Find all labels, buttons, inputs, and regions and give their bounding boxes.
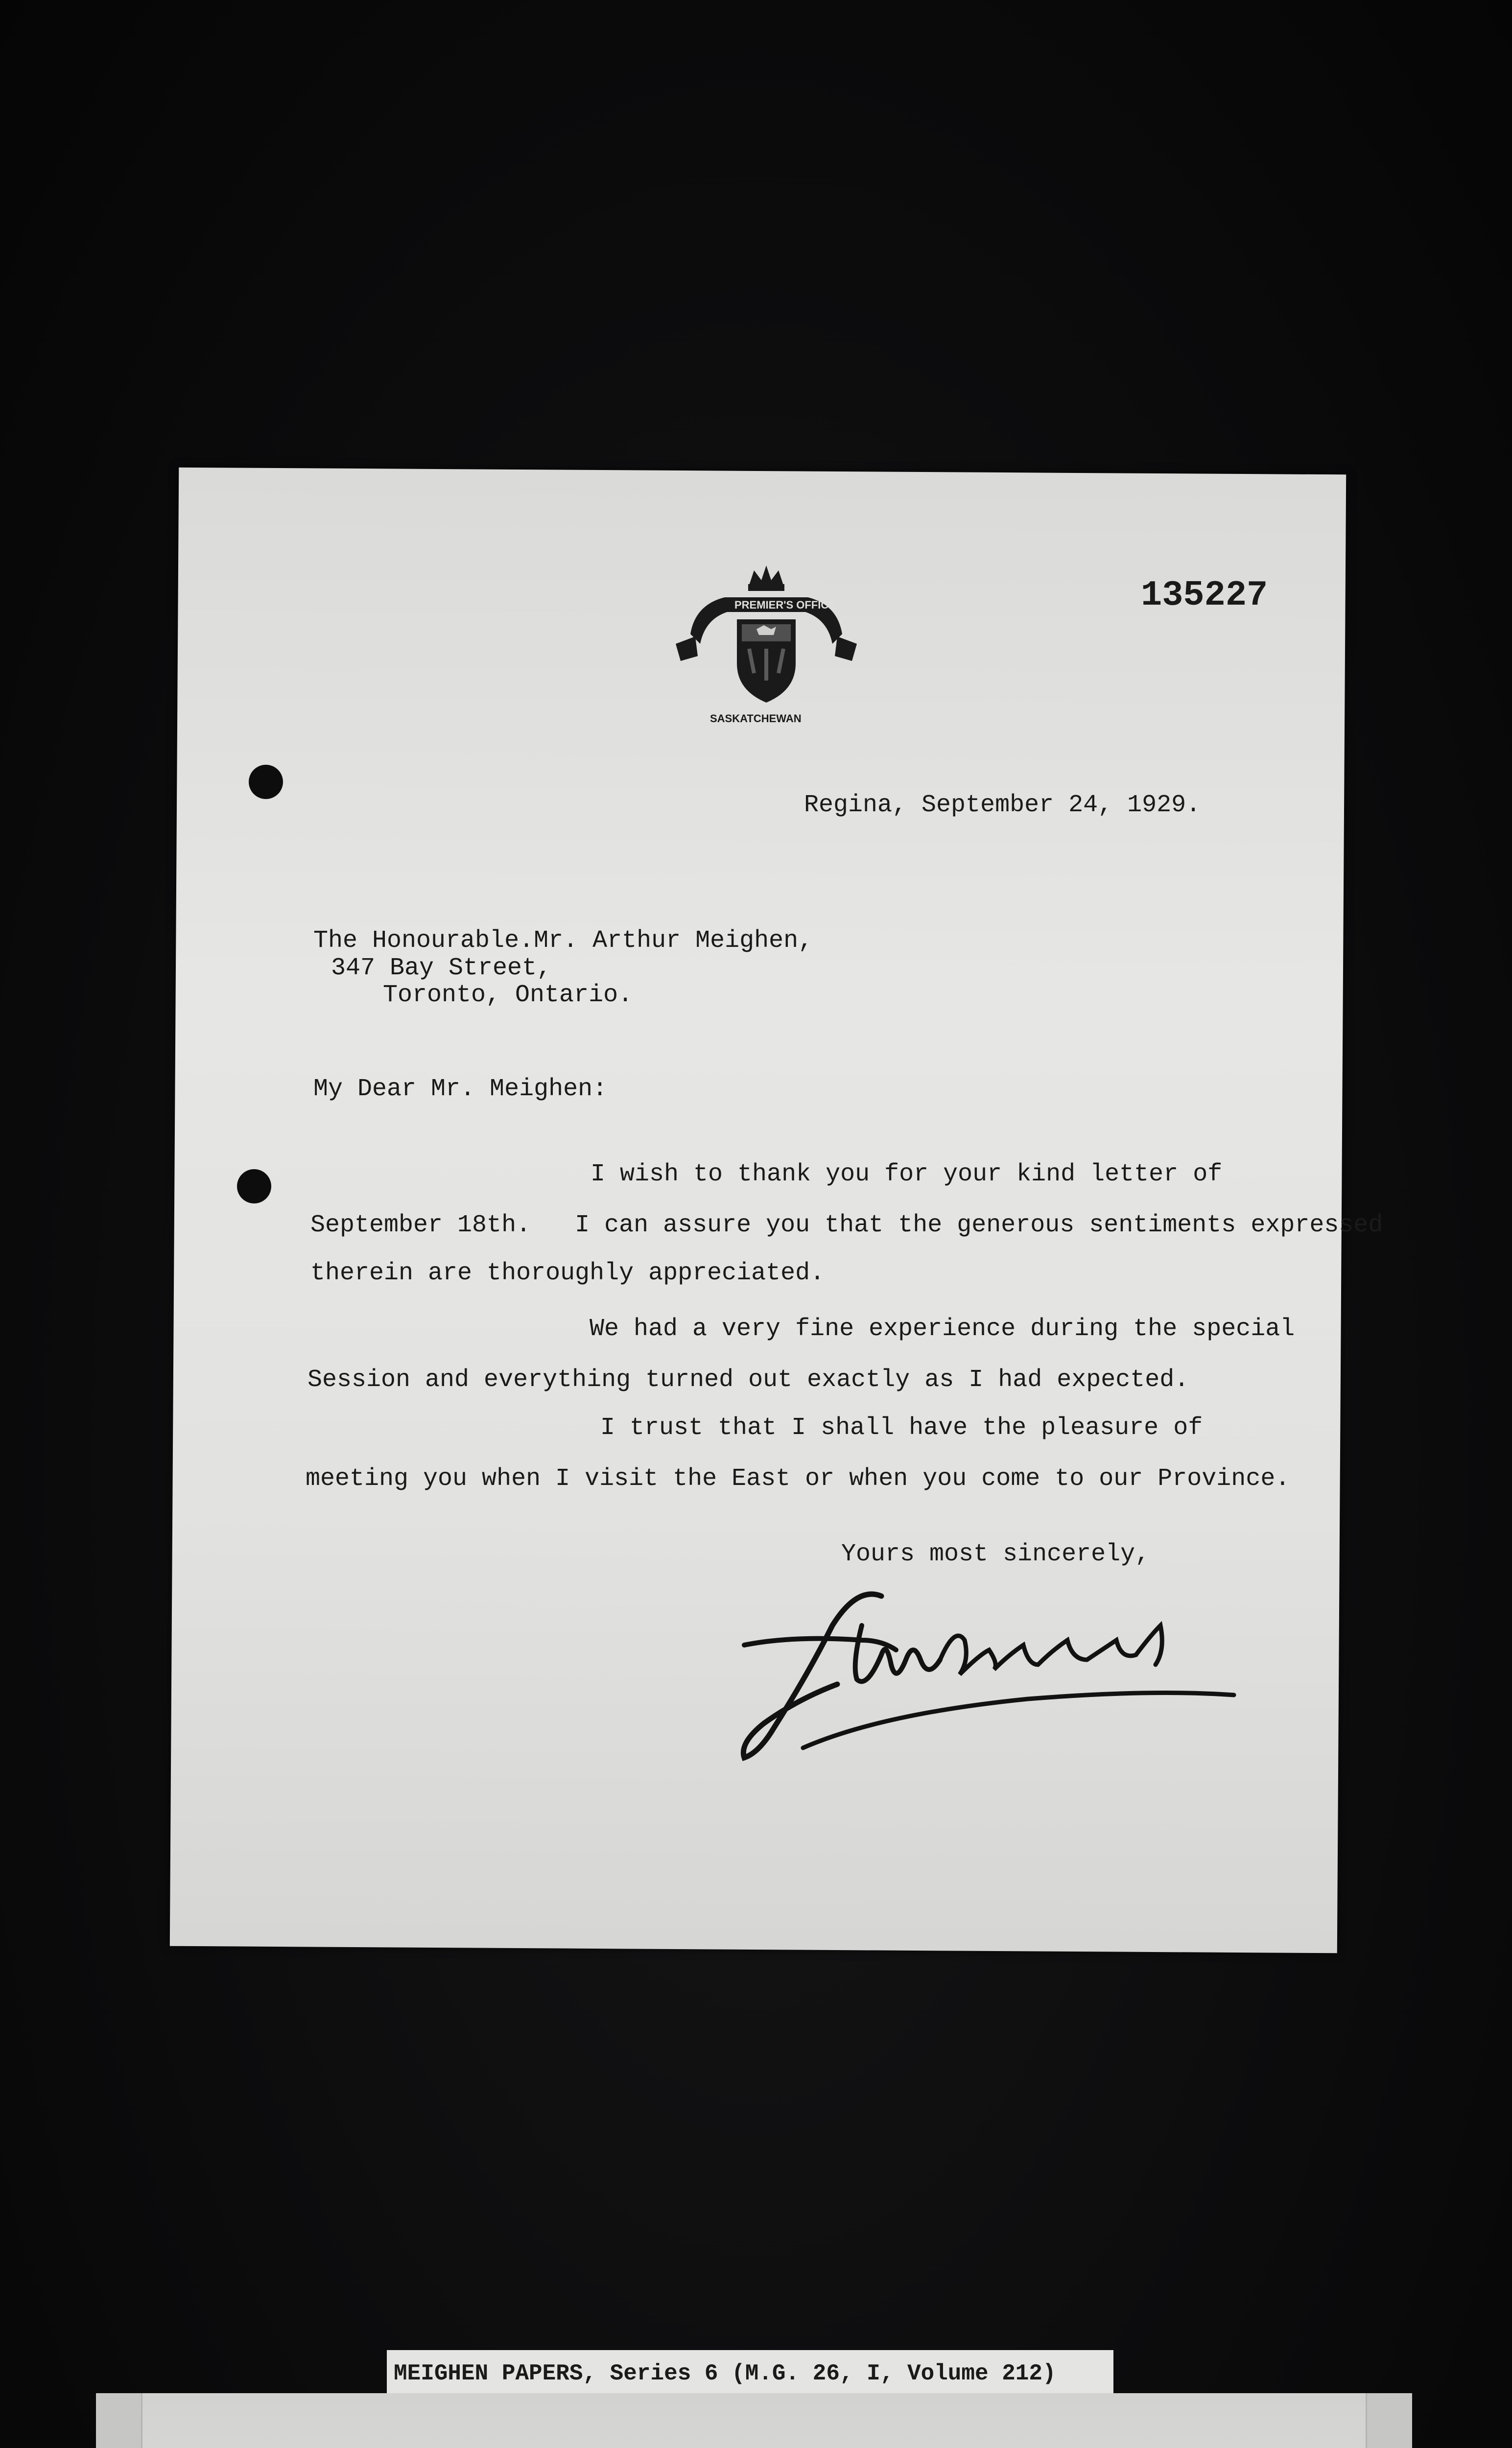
closing: Yours most sincerely,	[841, 1540, 1150, 1568]
collection-label	[387, 2350, 1113, 2396]
svg-text:PREMIER'S OFFICE: PREMIER'S OFFICE	[734, 599, 836, 611]
punch-hole-middle	[237, 1169, 271, 1203]
body-line-5: Session and everything turned out exactly as I had expected.	[307, 1366, 1189, 1394]
saskatchewan-crest-icon	[676, 551, 857, 727]
punch-hole-top	[249, 765, 283, 799]
body-line-6: I trust that I shall have the pleasure of	[600, 1414, 1203, 1442]
recipient-line-1: The Honourable.Mr. Arthur Meighen,	[313, 927, 813, 955]
svg-text:SASKATCHEWAN: SASKATCHEWAN	[710, 712, 802, 725]
body-line-3: therein are thoroughly appreciated.	[310, 1259, 825, 1287]
recipient-line-3: Toronto, Ontario.	[383, 981, 633, 1009]
body-line-2: September 18th. I can assure you that the generous sentiments expressed	[310, 1211, 1383, 1239]
collection-label-text: MEIGHEN PAPERS, Series 6 (M.G. 26, I, Volume 212)	[394, 2361, 1056, 2386]
body-line-1: I wish to thank you for your kind letter of	[591, 1160, 1223, 1188]
archive-card	[96, 2393, 1412, 2448]
dateline: Regina, September 24, 1929.	[804, 791, 1201, 819]
card-edge-left	[96, 2393, 142, 2448]
handwritten-signature	[734, 1567, 1244, 1772]
card-edge-right	[1366, 2393, 1412, 2448]
document-number: 135227	[1141, 575, 1268, 615]
body-line-4: We had a very fine experience during the special	[590, 1315, 1295, 1343]
body-line-7: meeting you when I visit the East or when you come to our Province.	[306, 1465, 1290, 1493]
salutation: My Dear Mr. Meighen:	[313, 1075, 608, 1103]
recipient-line-2: 347 Bay Street,	[331, 954, 552, 982]
